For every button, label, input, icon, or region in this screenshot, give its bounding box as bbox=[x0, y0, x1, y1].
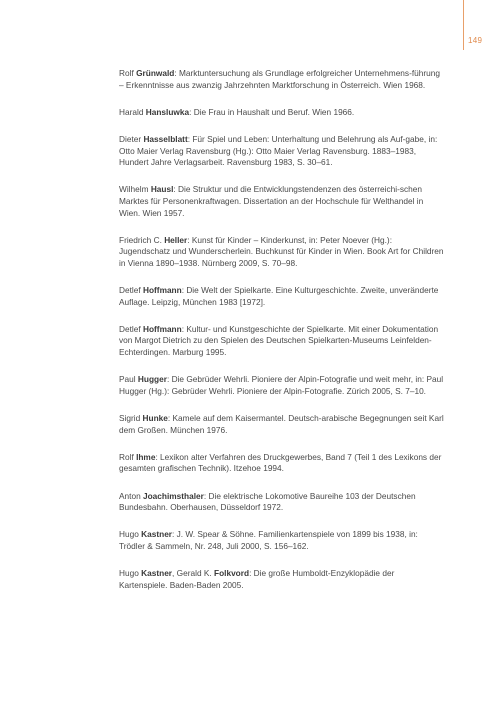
bibliography-entry bbox=[119, 529, 444, 552]
bibliography-entry bbox=[119, 374, 444, 397]
bibliography-entry bbox=[119, 285, 444, 308]
entry-text: : Die Struktur und die Entwicklungstendenzen des österreichi-schen Marktes für Personenkraftwagen. Dissertation an der Hochschule für Welthandel in Wien. Wien 1957. bbox=[119, 184, 424, 218]
page-number: 149 bbox=[468, 36, 483, 45]
author-surname: Folkvord bbox=[214, 568, 250, 579]
author-surname: Hugger bbox=[137, 374, 167, 385]
author-surname: Hasselblatt bbox=[143, 133, 188, 144]
entry-text: Paul bbox=[119, 374, 138, 385]
bibliography-entry bbox=[119, 235, 444, 270]
entry-text: : Kunst für Kinder – Kinderkunst, in: Peter Noever (Hg.): Jugendschatz und Wunderscherlein. Buchkunst für Kinder in Wien. Book Art for Children in Vienna 1890–1938. Nürnberg 2009, S. 70–98. bbox=[119, 234, 444, 268]
bibliography-entry bbox=[119, 68, 444, 91]
entry-text: Wilhelm bbox=[119, 184, 151, 195]
entry-text: Hugo bbox=[119, 529, 142, 540]
entry-text: : Kamele auf dem Kaisermantel. Deutsch-arabische Begegnungen seit Karl dem Großen. München 1976. bbox=[119, 413, 444, 435]
entry-text: : Für Spiel und Leben: Unterhaltung und Belehrung als Auf-gabe, in: Otto Maier Verlag Ravensburg (Hg.): Otto Maier Verlag Ravensburg. 1883–1983, Hundert Jahre Verlagsarbeit. Ravensburg 1983, S. 30–61. bbox=[119, 133, 438, 168]
author-surname: Hansluwka bbox=[145, 106, 190, 117]
bibliography-list bbox=[119, 68, 444, 591]
entry-text: Anton bbox=[119, 490, 143, 501]
entry-text: : Die elektrische Lokomotive Baureihe 103 der Deutschen Bundesbahn. Oberhausen, Düsseldorf 1972. bbox=[119, 490, 416, 513]
author-surname: Kastner bbox=[141, 568, 173, 579]
entry-text: : Die Gebrüder Wehrli. Pioniere der Alpin-Fotografie und weit mehr, in: Paul Hugger (Hg.): Gebrüder Wehrli. Pioniere der Alpin-Fotografie. Zürich 2005, S. 7–10. bbox=[119, 374, 444, 396]
bibliography-entry bbox=[119, 491, 444, 514]
bibliography-entry bbox=[119, 134, 444, 169]
entry-text: : Die Frau in Haushalt und Beruf. Wien 1966. bbox=[189, 106, 355, 117]
entry-text: : J. W. Spear & Söhne. Familienkartenspiele von 1899 bis 1938, in: Trödler & Sammeln, Nr. 248, Juli 2000, S. 156–162. bbox=[119, 529, 418, 551]
entry-text: Sigrid bbox=[119, 413, 143, 424]
author-surname: Heller bbox=[164, 234, 188, 245]
entry-text: Detlef bbox=[119, 285, 143, 296]
entry-text: : Lexikon alter Verfahren des Druckgewerbes, Band 7 (Teil 1 des Lexikons der gesamten grafischen Technik). Itzehoe 1994. bbox=[119, 451, 442, 474]
entry-text: Dieter bbox=[119, 133, 144, 144]
author-surname: Joachimsthaler bbox=[143, 490, 204, 501]
entry-text: Friedrich C. bbox=[119, 234, 165, 245]
entry-text: Detlef bbox=[119, 323, 143, 334]
entry-text: Harald bbox=[119, 106, 146, 117]
bibliography-entry bbox=[119, 324, 444, 359]
page-number-rule bbox=[463, 0, 464, 50]
author-surname: Hausl bbox=[150, 184, 174, 195]
author-surname: Hoffmann bbox=[142, 323, 182, 334]
author-surname: Ihme bbox=[136, 451, 156, 462]
entry-text: : Die Welt der Spielkarte. Eine Kulturgeschichte. Zweite, unveränderte Auflage. Leipzig, München 1983 [1972]. bbox=[119, 285, 439, 307]
entry-text: Rolf bbox=[119, 451, 137, 462]
bibliography-entry bbox=[119, 452, 444, 475]
bibliography-entry bbox=[119, 568, 444, 591]
author-surname: Kastner bbox=[141, 529, 173, 540]
entry-text: : Marktuntersuchung als Grundlage erfolgreicher Unternehmens-führung – Erkenntnisse aus zwanzig Jahrzehnten Marktforschung in Österreich. Wien 1968. bbox=[119, 68, 440, 90]
author-surname: Hunke bbox=[142, 413, 168, 424]
entry-text: : Die große Humboldt-Enzyklopädie der Kartenspiele. Baden-Baden 2005. bbox=[119, 568, 395, 590]
bibliography-entry bbox=[119, 413, 444, 436]
entry-text: Hugo bbox=[119, 568, 142, 579]
bibliography-entry bbox=[119, 107, 444, 119]
author-surname: Hoffmann bbox=[142, 285, 182, 296]
author-surname: Grünwald bbox=[136, 68, 175, 78]
entry-text: , Gerald K. bbox=[172, 568, 215, 579]
entry-text: Rolf bbox=[119, 68, 137, 78]
bibliography-entry bbox=[119, 184, 444, 219]
entry-text: : Kultur- und Kunstgeschichte der Spielkarte. Mit einer Dokumentation von Margot Dietrich zu den Spielen des Deutschen Spielkarten-Museums Leinfelden-Echterdingen. Marburg 1995. bbox=[119, 323, 439, 358]
